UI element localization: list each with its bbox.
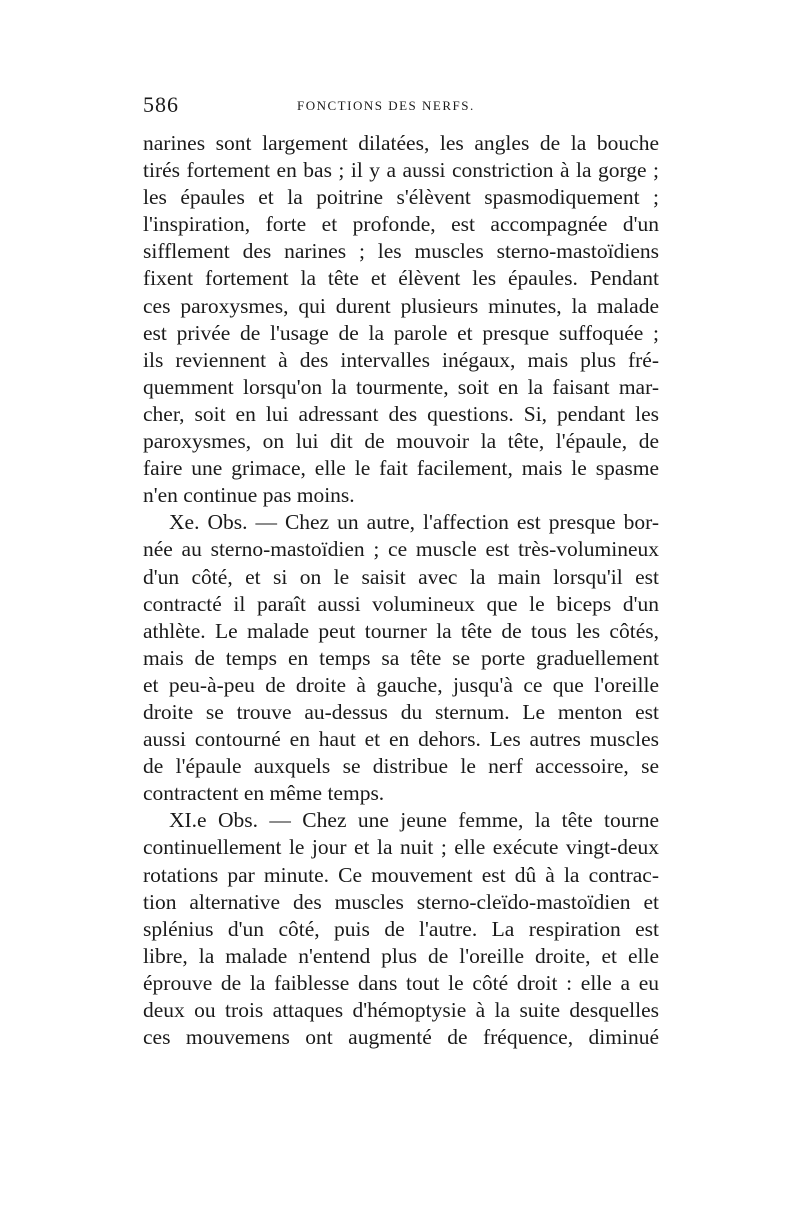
text-line: l'inspiration, forte et profonde, est accompagnée d'un: [143, 212, 659, 237]
text-line: sifflement des narines ; les muscles sterno-mastoïdiens: [143, 239, 659, 264]
text-line: deux ou trois attaques d'hémoptysie à la suite desquelles: [143, 998, 659, 1022]
page-number: 586: [143, 92, 179, 117]
text-line: contracté il paraît aussi volumineux que le biceps d'un: [143, 591, 659, 616]
text-line: tirés fortement en bas ; il y a aussi constriction à la gorge ;: [143, 158, 659, 183]
text-line: de l'épaule auxquels se distribue le nerf accessoire, se: [143, 754, 659, 779]
body-text: [143, 130, 659, 1051]
observation-heading-line: Xe. Obs. — Chez un autre, l'affection est presque bor-: [169, 510, 659, 535]
text-line: tion alternative des muscles sterno-cleïdo-mastoïdien et: [143, 889, 659, 914]
text-line: contractent en même temps.: [143, 781, 385, 806]
text-line: droite se trouve au-dessus du sternum. Le menton est: [143, 699, 659, 724]
text-line: paroxysmes, on lui dit de mouvoir la tête, l'épaule, de: [143, 429, 659, 454]
page-header: [143, 92, 659, 122]
text-line: athlète. Le malade peut tourner la tête de tous les côtés,: [143, 618, 659, 643]
text-line: rotations par minute. Ce mouvement est dû à la contrac-: [143, 862, 659, 887]
text-line: cher, soit en lui adressant des questions. Si, pendant les: [143, 401, 659, 426]
text-line: d'un côté, et si on le saisit avec la main lorsqu'il est: [143, 564, 659, 589]
text-line: splénius d'un côté, puis de l'autre. La respiration est: [143, 916, 659, 941]
text-line: les épaules et la poitrine s'élèvent spasmodiquement ;: [143, 185, 659, 210]
text-line: ces mouvemens ont augmenté de fréquence, diminué: [143, 1025, 659, 1050]
text-line: narines sont largement dilatées, les angles de la bouche: [143, 131, 659, 155]
text-line: née au sterno-mastoïdien ; ce muscle est très-volumineux: [143, 537, 659, 562]
text-line: faire une grimace, elle le fait facilement, mais le spasme: [143, 456, 659, 481]
text-line: n'en continue pas moins.: [143, 483, 355, 508]
text-line: libre, la malade n'entend plus de l'oreille droite, et elle: [143, 943, 659, 968]
text-line: ils reviennent à des intervalles inégaux, mais plus fré-: [143, 347, 659, 372]
text-line: fixent fortement la tête et élèvent les épaules. Pendant: [143, 266, 659, 291]
text-line: et peu-à-peu de droite à gauche, jusqu'à ce que l'oreille: [143, 672, 659, 697]
text-line: ces paroxysmes, qui durent plusieurs minutes, la malade: [143, 293, 659, 318]
observation-heading-line: XI.e Obs. — Chez une jeune femme, la tête tourne: [169, 808, 659, 833]
text-line: quemment lorsqu'on la tourmente, soit en la faisant mar-: [143, 374, 659, 399]
running-head: FONCTIONS DES NERFS.: [297, 98, 475, 113]
text-line: éprouve de la faiblesse dans tout le côté droit : elle a eu: [143, 970, 659, 995]
text-line: est privée de l'usage de la parole et presque suffoquée ;: [143, 320, 659, 345]
text-line: aussi contourné en haut et en dehors. Les autres muscles: [143, 727, 659, 752]
text-line: continuellement le jour et la nuit ; elle exécute vingt-deux: [143, 835, 659, 860]
text-line: mais de temps en temps sa tête se porte graduellement: [143, 645, 659, 670]
